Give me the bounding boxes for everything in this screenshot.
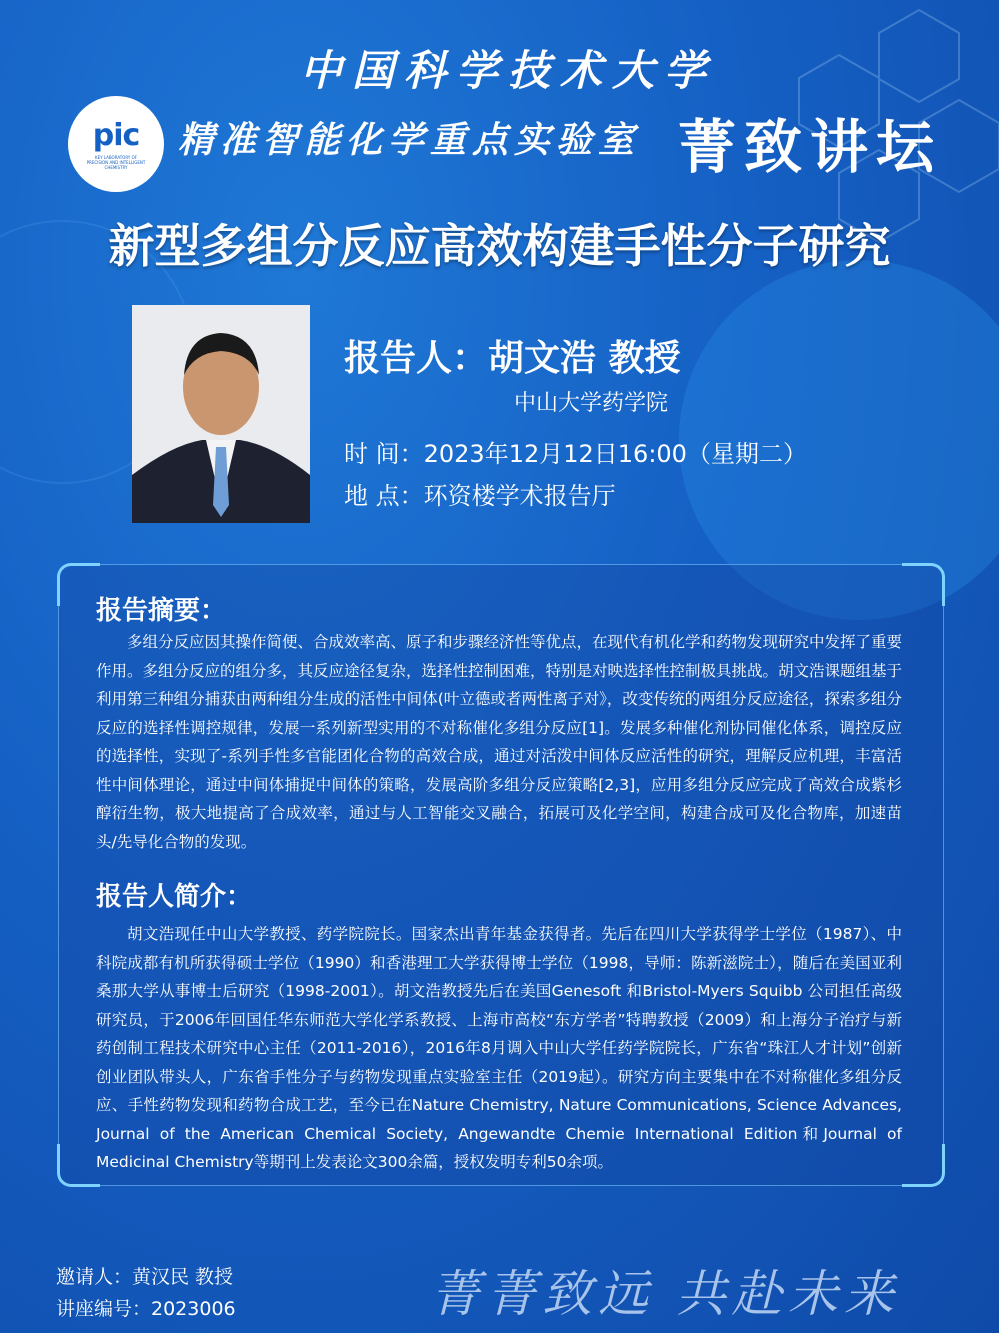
slogan: 菁菁致远 共赴未来: [430, 1265, 900, 1323]
panel-corner: [902, 1144, 945, 1187]
bio-heading: 报告人简介：: [96, 882, 253, 912]
university-name: 中国科学技术大学: [300, 46, 717, 95]
abstract-text: 多组分反应因其操作简便、合成效率高、原子和步骤经济性等优点，在现代有机化学和药物发现研究中发挥了重要作用。多组分反应的组分多，其反应途径复杂，选择性控制困难，特别是对映选择性控制极具挑战。胡文浩课题组基于利用第三种组分捕获由两种组分生成的活性中间体(叶立德或者两性离子对》，改变传统的两组分反应途径，探索多组分反应的选择性调控规律，发展一系列新型实用的不对称催化多组分反应[1]。发展多种催化剂协同催化体系，调控反应的选择性，实现了-系列手性多官能团化合物的高效合成，通过对活泼中间体反应活性的研究，理解反应机理，丰富活性中间体理论，通过中间体捕捉中间体的策略，发展高阶多组分反应策略[2,3]，应用多组分反应完成了高效合成紫杉醇衍生物，极大地提高了合成效率，通过与人工智能交叉融合，拓展可及化学空间，构建合成可及化合物库，加速苗头/先导化合物的发现。: [96, 633, 903, 851]
panel-corner: [57, 1144, 100, 1187]
panel-corner: [57, 563, 100, 606]
speaker-affiliation: 中山大学药学院: [514, 391, 669, 416]
panel-corner: [902, 563, 945, 606]
logo-text: pic: [92, 118, 140, 153]
speaker-name: 报告人：胡文浩 教授: [344, 338, 681, 379]
inviter: 邀请人：黄汉民 教授: [56, 1266, 234, 1288]
forum-name: 菁致讲坛: [678, 113, 943, 181]
abstract-heading: 报告摘要：: [96, 596, 227, 626]
lecture-title: 新型多组分反应高效构建手性分子研究: [108, 219, 891, 273]
bio-text: 胡文浩现任中山大学教授、药学院院长。国家杰出青年基金获得者。先后在四川大学获得学士学位（1987）、中科院成都有机所获得硕士学位（1990）和香港理工大学获得博士学位（1998，导师：陈新滋院士），随后在美国亚利桑那大学从事博士后研究（1998-2001）。胡文浩教授先后在美国Genesoft 和Bristol-Myers Squibb 公司担任高级研究员，于2006年回国任华东师范大学化学系教授、上海市高校“东方学者”特聘教授（2009）和上海分子治疗与新药创制工程技术研究中心主任（2011-2016），2016年8月调入中山大学任药学院院长，广东省“珠江人才计划”创新创业团队带头人，广东省手性分子与药物发现重点实验室主任（2019起）。研究方向主要集中在不对称催化多组分反应、手性药物发现和药物合成工艺，至今已在Nature Chemistry, Nature Communications, Science Advances, Journal of the American Chemical Society, Angewandte Chemie International Edition和Journal of Medicinal Chemistry等期刊上发表论文300余篇，授权发明专利50余项。: [96, 925, 902, 1171]
lecture-number: 讲座编号：2023006: [56, 1298, 236, 1320]
lecture-place: 地 点：环资楼学术报告厅: [344, 482, 616, 510]
speaker-photo: [132, 305, 310, 523]
lab-name: 精准智能化学重点实验室: [178, 119, 641, 161]
lecture-time: 时 间：2023年12月12日16:00（星期二）: [344, 440, 807, 468]
logo-subtext: KEY LABORATORY OF PRECISION AND INTELLIGENT CHEMISTRY: [86, 155, 146, 170]
lab-logo: [68, 96, 164, 192]
